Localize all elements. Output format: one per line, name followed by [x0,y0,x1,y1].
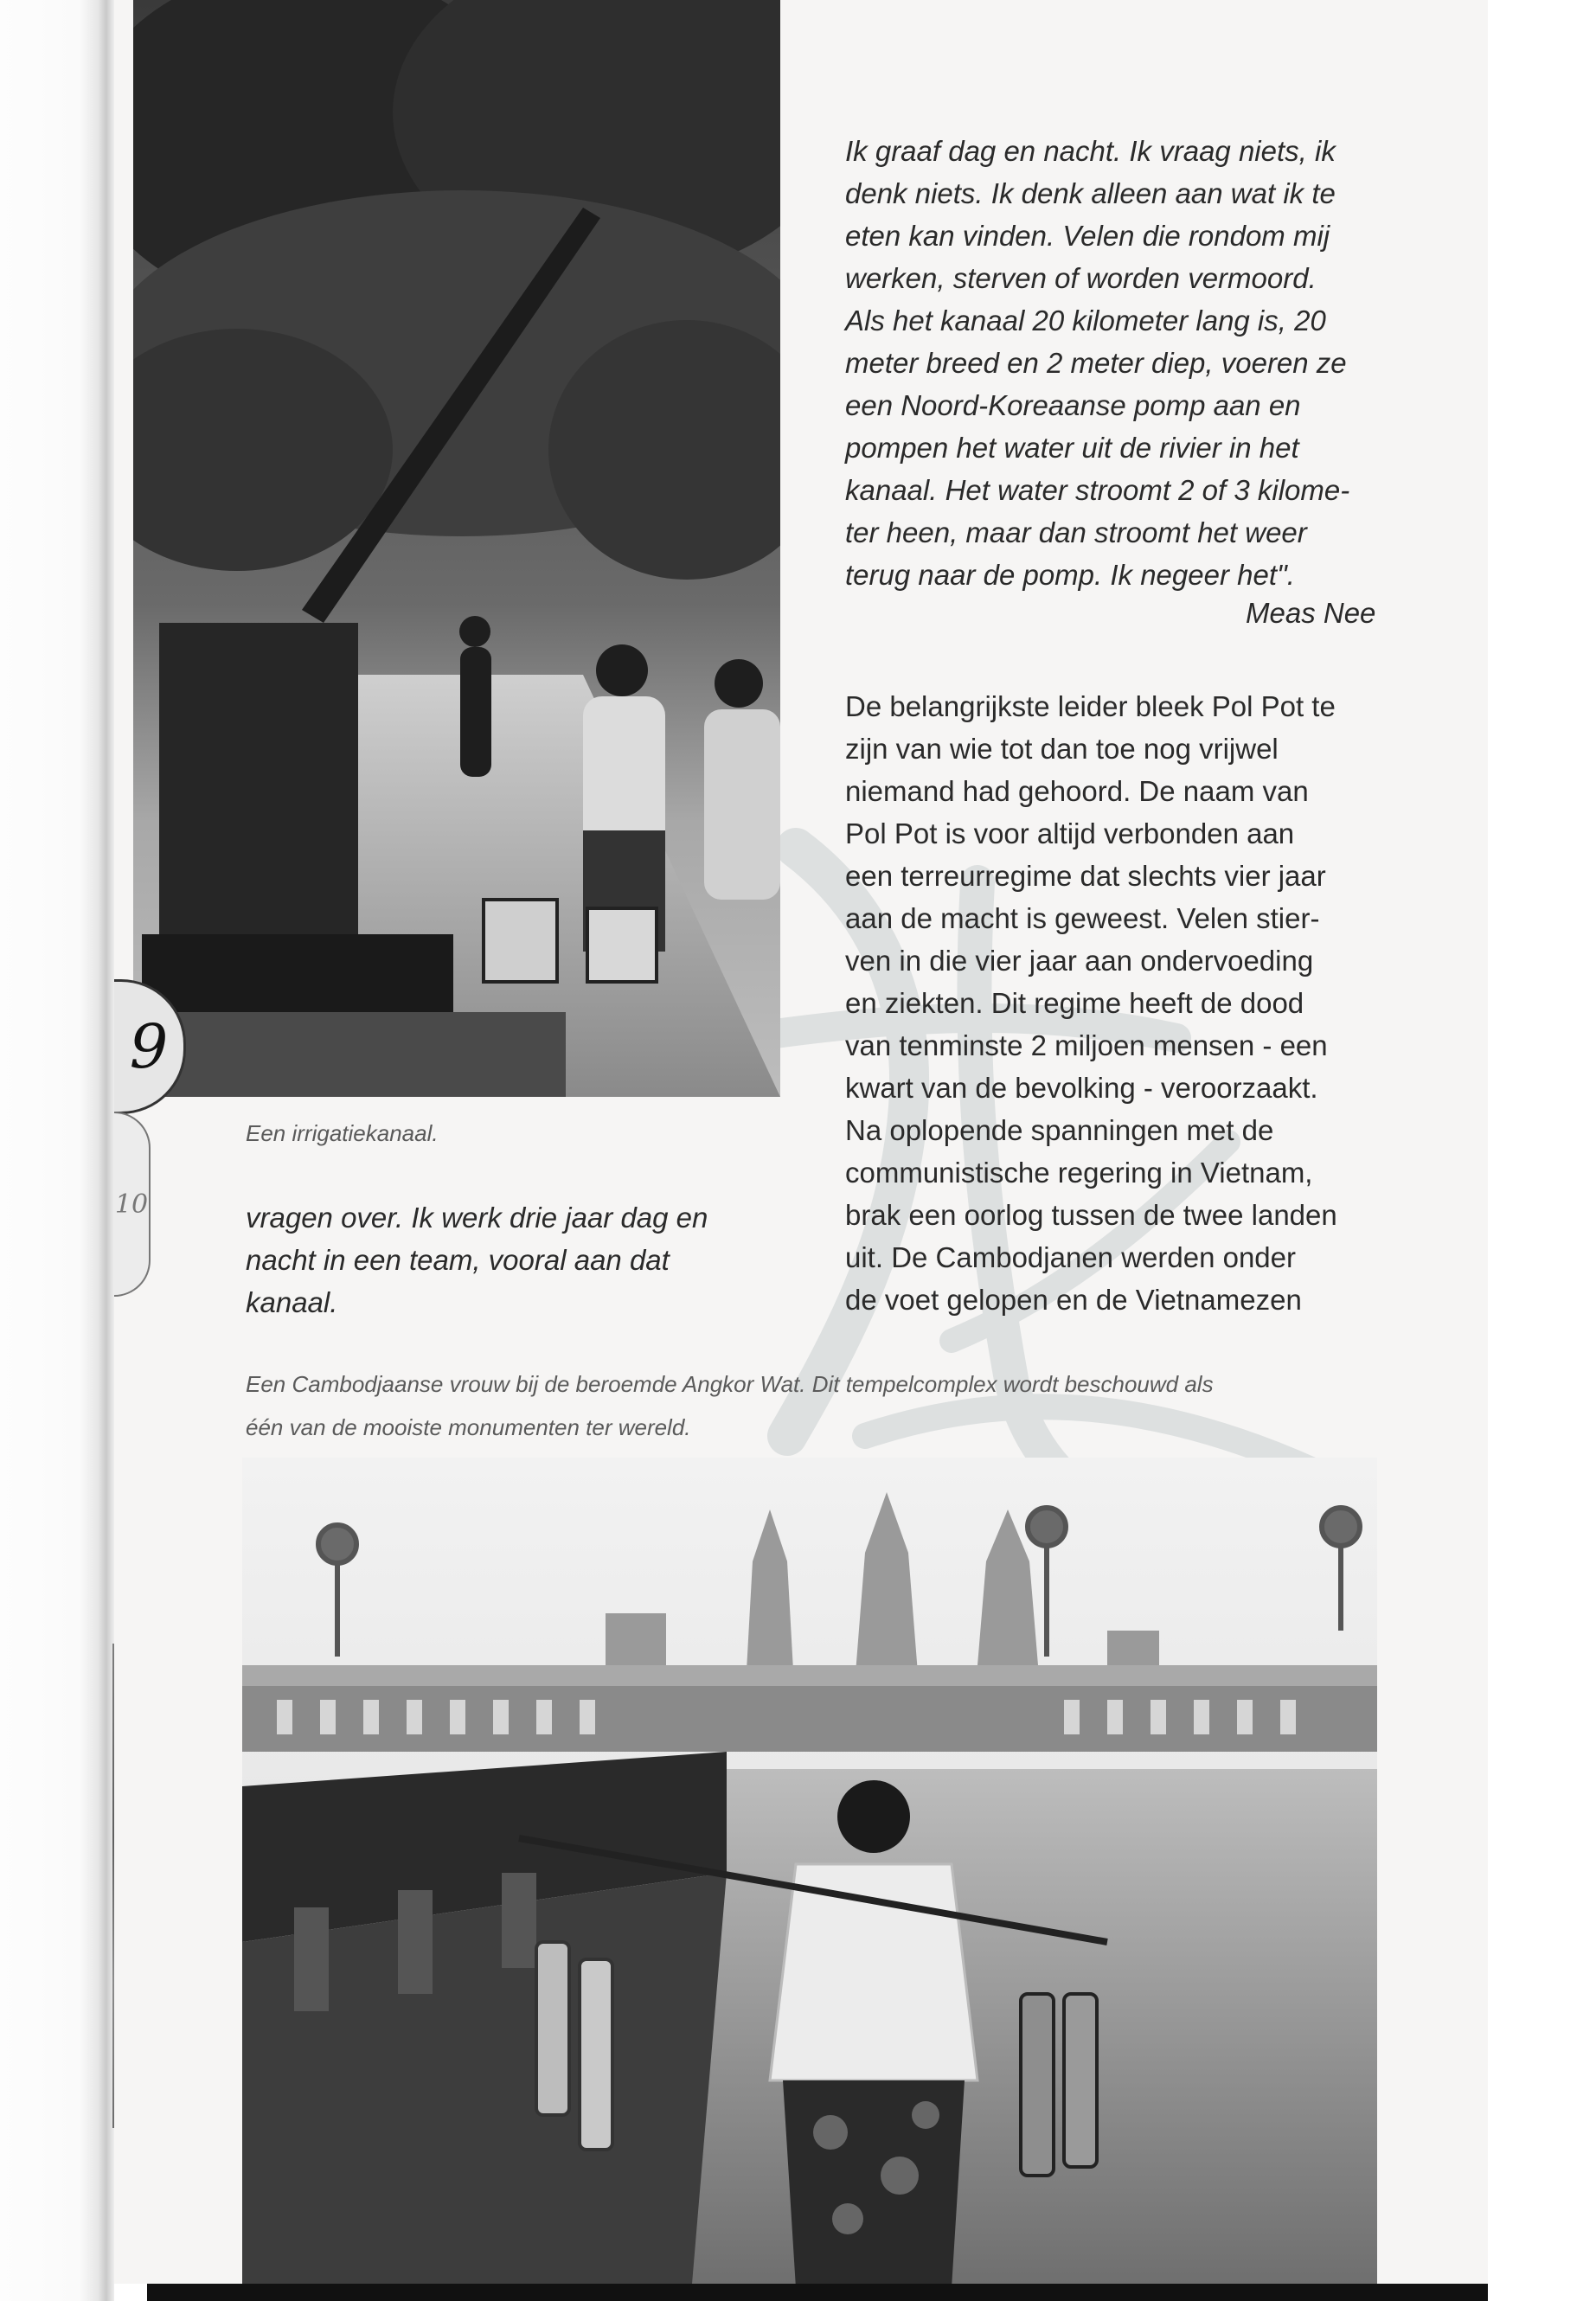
left-line: nacht in een team, vooral aan dat [246,1244,670,1276]
left-line: vragen over. Ik werk drie jaar dag en [246,1202,708,1234]
caption-angkor-line: Een Cambodjaanse vrouw bij de beroemde Angkor Wat. Dit tempelcomplex wordt beschouwd als [246,1371,1214,1397]
body-line: en ziekten. Dit regime heeft de dood [845,987,1304,1019]
body-line: niemand had gehoord. De naam van [845,775,1309,807]
quote-line: een Noord-Koreaanse pomp aan en [845,389,1301,421]
photo-angkor-wat [242,1458,1377,2284]
quote-line: werken, sterven of worden vermoord. [845,262,1317,294]
chapter-number: 9 [129,1011,169,1082]
page-margin-right [1488,0,1596,2301]
caption-irrigation-canal: Een irrigatiekanaal. [246,1120,439,1146]
body-line: aan de macht is geweest. Velen stier- [845,902,1320,934]
book-spine-edge [0,0,114,2301]
quote-line: meter breed en 2 meter diep, voeren ze [845,347,1347,379]
body-line: een terreurregime dat slechts vier jaar [845,860,1326,892]
next-chapter-tab [114,1112,151,1297]
body-line: de voet gelopen en de Vietnamezen [845,1284,1302,1316]
bottom-edge [147,2284,1488,2301]
body-line: zijn van wie tot dan toe nog vrijwel [845,733,1279,765]
quote-line: kanaal. Het water stroomt 2 of 3 kilome- [845,474,1350,506]
caption-angkor-line: één van de mooiste monumenten ter wereld. [246,1414,691,1440]
photo-irrigation-canal [133,0,780,1097]
body-line: brak een oorlog tussen de twee landen [845,1199,1337,1231]
quote-line: Als het kanaal 20 kilometer lang is, 20 [845,304,1326,336]
quote-line: denk niets. Ik denk alleen aan wat ik te [845,177,1336,209]
body-line: communistische regering in Vietnam, [845,1157,1313,1189]
quote-line: pompen het water uit de rivier in het [845,432,1299,464]
angkor-wat-image [242,1458,1377,2284]
quote-line: Ik graaf dag en nacht. Ik vraag niets, ik [845,135,1336,167]
body-line: Na oplopende spanningen met de [845,1114,1274,1146]
quote-author: Meas Nee [1246,597,1376,629]
quote-line: ter heen, maar dan stroomt het weer [845,516,1307,548]
quote-line: eten kan vinden. Velen die rondom mij [845,220,1330,252]
quote-block [845,130,1349,596]
body-line: Pol Pot is voor altijd verbonden aan [845,817,1295,849]
quote-line: terug naar de pomp. Ik negeer het". [845,559,1295,591]
body-line: uit. De Cambodjanen werden onder [845,1241,1296,1273]
left-column-text [246,1196,708,1324]
body-line: van tenminste 2 miljoen mensen - een [845,1029,1328,1061]
body-line: De belangrijkste leider bleek Pol Pot te [845,690,1336,722]
body-line: kwart van de bevolking - veroorzaakt. [845,1072,1318,1104]
left-line: kanaal. [246,1286,338,1318]
caption-angkor-wat [246,1362,1388,1449]
body-line: ven in die vier jaar aan ondervoeding [845,945,1314,977]
body-text [845,685,1337,1321]
irrigation-canal-image [133,0,780,1097]
next-chapter-number: 10 [114,1189,149,1220]
